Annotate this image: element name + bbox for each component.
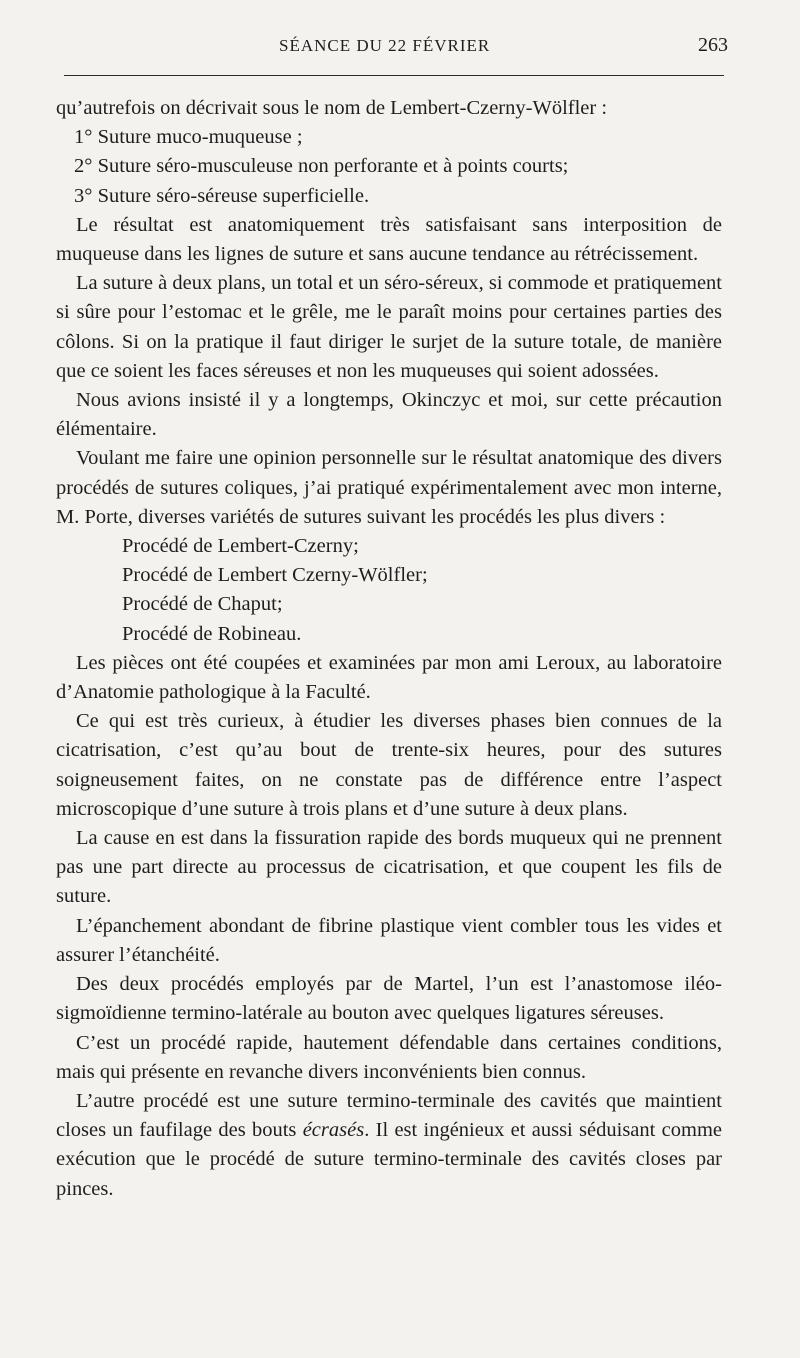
paragraph-fissuration: La cause en est dans la fissuration rapide des bords muqueux qui ne prennent pas une part directe au processus de cicatrisation, et que coupent les fils de suture. — [56, 827, 722, 908]
paragraph-continuation: qu’autrefois on décrivait sous le nom de Lembert-Czerny-Wölfler : — [56, 97, 608, 119]
paragraph-fibrine: L’épanchement abondant de fibrine plastique vient combler tous les vides et assurer l’étanchéité. — [56, 914, 722, 966]
procedure-item: Procédé de Lembert-Czerny; — [122, 535, 359, 558]
paragraph-cicatrisation: Ce qui est très curieux, à étudier les diverses phases bien connues de la cicatrisation, c’est qu’au bout de trente-six heures, pour des sutures soigneusement faites, on ne constate pas de différence entre l’aspect microscopique d’une suture à trois plans et d’une suture à deux plans. — [56, 710, 722, 820]
list-item-suture-2: 2° Suture séro-musculeuse non perforante et à points courts; — [74, 155, 569, 178]
book-page — [54, 30, 744, 1330]
paragraph-result: Le résultat est anatomiquement très satisfaisant sans interposition de muqueuse dans les lignes de suture et sans aucune tendance au rétrécissement. — [56, 213, 722, 266]
running-title: SÉANCE DU 22 FÉVRIER — [279, 36, 491, 55]
text-run: . Il est ingénieux et aussi séduisant comme exécution que le procédé de suture termino-terminale des cavités closes par pinces. — [56, 1119, 722, 1200]
paragraph-experiment: Voulant me faire une opinion personnelle sur le résultat anatomique des divers procédés de sutures coliques, j’ai pratiqué expérimentalement avec mon interne, M. Porte, diverses variétés de sutures suivant les procédés les plus divers : — [56, 447, 722, 528]
emphasized-word: écrasés — [302, 1119, 365, 1142]
list-item-suture-1: 1° Suture muco-muqueuse ; — [74, 126, 303, 149]
procedure-item: Procédé de Robineau. — [122, 622, 302, 645]
paragraph-other-procedure — [56, 1087, 722, 1204]
body-text — [56, 94, 722, 1204]
paragraph-two-plane-suture: La suture à deux plans, un total et un séro-séreux, si commode et pratiquement si sûre pour l’estomac et le grêle, me le paraît moins pour certaines parties des côlons. Si on la pratique il faut diriger le surjet de la suture totale, de manière que ce soient les faces séreuses et non les muqueuses qui soient adossées. — [56, 272, 722, 382]
procedure-item: Procédé de Chaput; — [122, 593, 283, 616]
paragraph-leroux: Les pièces ont été coupées et examinées par mon ami Leroux, au laboratoire d’Anatomie pathologique à la Faculté. — [56, 651, 722, 704]
procedure-item: Procédé de Lembert Czerny-Wölfler; — [122, 564, 428, 587]
header-rule — [64, 75, 724, 76]
paragraph-okinczyc: Nous avions insisté il y a longtemps, Okinczyc et moi, sur cette précaution élémentaire. — [56, 389, 722, 441]
list-item-suture-3: 3° Suture séro-séreuse superficielle. — [74, 184, 370, 207]
paragraph-martel: Des deux procédés employés par de Martel, l’un est l’anastomose iléo-sigmoïdienne termino-latérale au bouton avec quelques ligatures séreuses. — [56, 973, 722, 1025]
running-header — [54, 30, 744, 66]
text-run: L’autre procédé est une suture termino-terminale des cavités que maintient closes un faufilage des bouts — [56, 1089, 722, 1142]
paragraph-rapid-procedure: C’est un procédé rapide, hautement défendable dans certaines conditions, mais qui présente en revanche divers inconvénients bien connus. — [56, 1031, 722, 1083]
page-number: 263 — [698, 34, 728, 56]
